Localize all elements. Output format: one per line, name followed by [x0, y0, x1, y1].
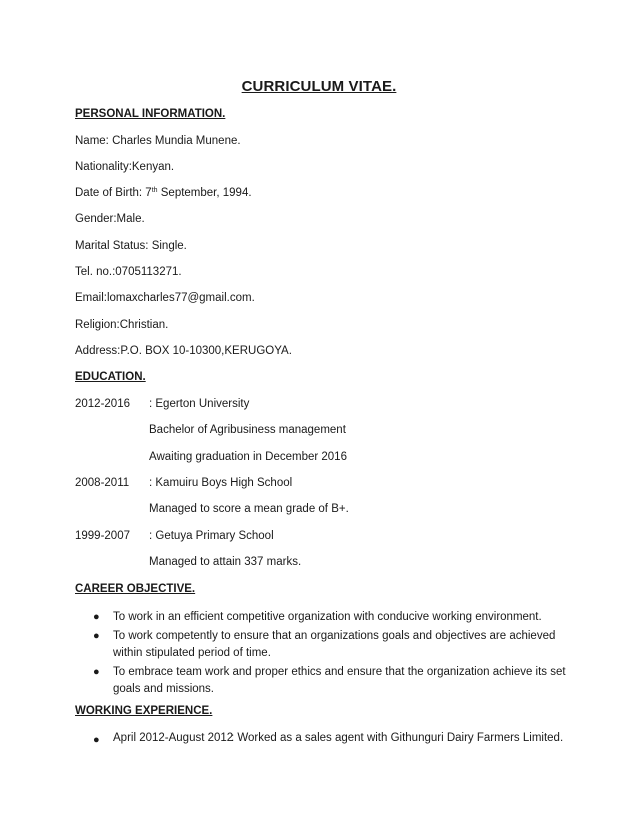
name-line: Name: Charles Mundia Munene. — [75, 135, 241, 147]
working-experience-heading: WORKING EXPERIENCE. — [75, 705, 213, 717]
objective-item: To work in an efficient competitive organization with conducive working environment. — [113, 611, 542, 623]
nationality-line: Nationality:Kenyan. — [75, 161, 175, 173]
dob-superscript: th — [151, 187, 158, 194]
email-line: Email:lomaxcharles77@gmail.com. — [75, 292, 255, 304]
education-institution: : Getuya Primary School — [149, 530, 274, 542]
document-title: CURRICULUM VITAE. — [241, 78, 397, 95]
education-institution: : Kamuiru Boys High School — [149, 477, 293, 489]
objective-item: To embrace team work and proper ethics and ensure that the organization achieve its set goals and missions. — [113, 666, 566, 695]
address-line: Address:P.O. BOX 10-10300,KERUGOYA. — [75, 345, 292, 357]
education-detail: Awaiting graduation in December 2016 — [149, 451, 347, 463]
dob-prefix: Date of Birth: 7 — [75, 187, 152, 199]
experience-period: April 2012-August 2012 — [113, 732, 234, 744]
bullet-icon: ● — [93, 630, 100, 642]
bullet-icon: ● — [93, 611, 100, 623]
objective-item: To work competently to ensure that an organizations goals and objectives are achieved within stipulated period of time. — [113, 630, 556, 659]
education-detail: Bachelor of Agribusiness management — [149, 424, 346, 436]
telephone-line: Tel. no.:0705113271. — [75, 266, 182, 278]
dob-suffix: September, 1994. — [157, 187, 252, 199]
career-objective-heading: CAREER OBJECTIVE. — [75, 583, 196, 595]
bullet-icon: ● — [93, 666, 100, 678]
education-years: 2008-2011 — [75, 477, 130, 489]
education-years: 1999-2007 — [75, 530, 130, 542]
education-institution: : Egerton University — [149, 398, 250, 410]
marital-status-line: Marital Status: Single. — [75, 240, 187, 252]
religion-line: Religion:Christian. — [75, 319, 169, 331]
bullet-icon: ● — [93, 734, 100, 746]
gender-line: Gender:Male. — [75, 213, 145, 225]
dob-line — [75, 187, 252, 199]
experience-item — [113, 732, 563, 744]
education-years: 2012-2016 — [75, 398, 130, 410]
education-detail: Managed to score a mean grade of B+. — [149, 503, 349, 515]
personal-info-heading: PERSONAL INFORMATION. — [75, 108, 226, 120]
education-heading: EDUCATION. — [75, 371, 146, 383]
education-detail: Managed to attain 337 marks. — [149, 556, 302, 568]
experience-description: : Worked as a sales agent with Githunguri Dairy Farmers Limited. — [231, 732, 564, 744]
